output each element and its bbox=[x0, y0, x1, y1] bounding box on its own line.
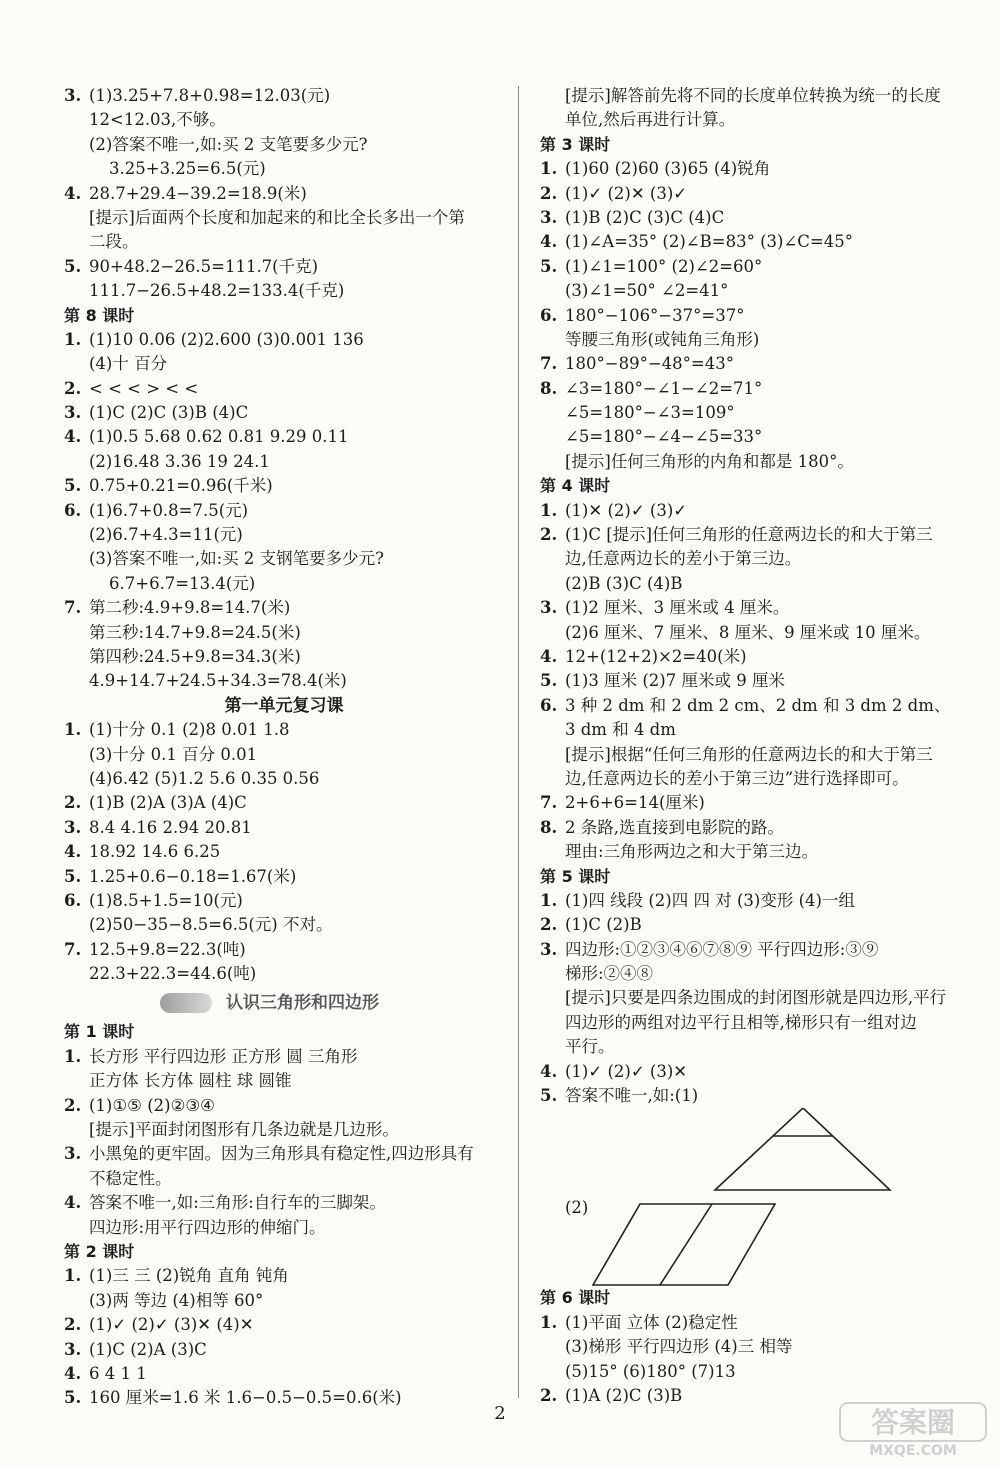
answer-line bbox=[64, 425, 504, 449]
answer-continuation: 梯形:②④⑧ bbox=[565, 964, 654, 984]
answer-text: (1)C (2)C (3)B (4)C bbox=[89, 403, 249, 423]
answer-line bbox=[64, 377, 504, 401]
answer-continuation: ∠5=180°−∠3=109° bbox=[565, 403, 735, 423]
answer-text: 180°−106°−37°=37° bbox=[565, 305, 745, 325]
answer-text: 90+48.2−26.5=111.7(千克) bbox=[89, 256, 319, 276]
answer-text: (1)C [提示]任何三角形的任意两边长的和大于第三 bbox=[565, 525, 933, 545]
answer-text: 答案不唯一,如:三角形:自行车的三脚架。 bbox=[89, 1193, 386, 1213]
unit-banner bbox=[64, 986, 504, 1020]
answer-continuation: 平行。 bbox=[565, 1037, 615, 1057]
answer-continuation: [提示]平面封闭图形有几条边就是几边形。 bbox=[89, 1120, 399, 1140]
answer-line bbox=[540, 1084, 980, 1108]
answer-line bbox=[64, 1142, 504, 1166]
question-number: 3. bbox=[64, 86, 82, 105]
answer-continuation: 单位,然后再进行计算。 bbox=[565, 110, 736, 130]
question-number: 1. bbox=[64, 720, 82, 740]
answer-continuation: 第三秒:14.7+9.8=24.5(米) bbox=[89, 622, 301, 642]
answer-text: (1)✓ (2)✓ (3)✕ bbox=[565, 1061, 688, 1081]
lesson-heading: 第 8 课时 bbox=[64, 305, 135, 325]
answer-line bbox=[64, 182, 504, 206]
question-number: 6. bbox=[64, 890, 82, 910]
answer-text: 小黑兔的更牢固。因为三角形具有稳定性,四边形具有 bbox=[89, 1144, 474, 1164]
answer-text: (1)三 三 (2)锐角 直角 钝角 bbox=[89, 1266, 289, 1286]
question-number: 4. bbox=[64, 1363, 82, 1383]
question-number: 7. bbox=[64, 939, 82, 959]
answer-text: 180°−89°−48°=43° bbox=[565, 354, 734, 374]
answer-continuation: 3 dm 和 4 dm bbox=[565, 720, 676, 740]
question-number: 5. bbox=[64, 476, 82, 496]
page-number: 2 bbox=[494, 1403, 506, 1424]
answer-text: 0.75+0.21=0.96(千米) bbox=[89, 476, 273, 496]
question-number: 1. bbox=[540, 1312, 558, 1332]
answer-text: 第二秒:4.9+9.8=14.7(米) bbox=[89, 598, 291, 618]
lesson-heading: 第 3 课时 bbox=[540, 134, 611, 154]
answer-line bbox=[540, 938, 980, 962]
answer-line bbox=[540, 377, 980, 401]
answer-text: (1)B (2)C (3)C (4)C bbox=[565, 207, 725, 227]
parallelogram-shape bbox=[593, 1204, 775, 1285]
answer-text: 2+6+6=14(厘米) bbox=[565, 793, 705, 813]
answer-text: 12+(12+2)×2=40(米) bbox=[565, 646, 747, 666]
unit-badge-icon bbox=[160, 993, 212, 1013]
question-number: 3. bbox=[540, 939, 558, 959]
answer-continuation: 四边形:用平行四边形的伸缩门。 bbox=[89, 1217, 326, 1237]
answer-continuation: (2)16.48 3.36 19 24.1 bbox=[89, 451, 270, 471]
question-number: 5. bbox=[64, 1388, 82, 1408]
answer-line bbox=[540, 304, 980, 328]
answer-line bbox=[64, 1094, 504, 1118]
answer-continuation: 6.7+6.7=13.4(元) bbox=[109, 573, 256, 593]
answer-continuation: 111.7−26.5+48.2=133.4(千克) bbox=[89, 281, 345, 301]
answer-line bbox=[540, 596, 980, 620]
answer-continuation: (3)两 等边 (4)相等 60° bbox=[89, 1290, 264, 1310]
answer-line bbox=[64, 596, 504, 620]
answer-continuation: [提示]任何三角形的内角和都是 180°。 bbox=[565, 451, 854, 471]
question-number: 1. bbox=[64, 1046, 82, 1066]
question-number: 2. bbox=[64, 1095, 82, 1115]
answer-continuation: 22.3+22.3=44.6(吨) bbox=[89, 964, 257, 984]
right-column bbox=[540, 84, 980, 1408]
answer-line bbox=[540, 1060, 980, 1084]
figure-label: (2) bbox=[565, 1198, 589, 1218]
answer-line bbox=[64, 1191, 504, 1215]
question-number: 8. bbox=[540, 817, 558, 837]
shape-figures-svg bbox=[540, 1108, 980, 1286]
question-number: 3. bbox=[540, 207, 558, 227]
lesson-heading: 第 2 课时 bbox=[64, 1241, 135, 1261]
answer-continuation: 理由:三角形两边之和大于第三边。 bbox=[565, 842, 819, 862]
question-number: 4. bbox=[64, 427, 82, 447]
answer-continuation: (5)15° (6)180° (7)13 bbox=[565, 1361, 736, 1381]
question-number: 1. bbox=[64, 1266, 82, 1286]
answer-text: (1)10 0.06 (2)2.600 (3)0.001 136 bbox=[89, 329, 364, 349]
question-number: 2. bbox=[64, 378, 82, 398]
answer-text: 答案不唯一,如:(1) bbox=[565, 1086, 699, 1106]
answer-text: (1)60 (2)60 (3)65 (4)锐角 bbox=[565, 159, 771, 179]
answer-line bbox=[64, 328, 504, 352]
answer-text: (1)①⑤ (2)②③④ bbox=[89, 1095, 215, 1115]
answer-line bbox=[64, 1045, 504, 1069]
question-number: 4. bbox=[540, 232, 558, 252]
answer-text: 8.4 4.16 2.94 20.81 bbox=[89, 817, 252, 837]
answer-line bbox=[64, 255, 504, 279]
triangle-shape bbox=[715, 1108, 890, 1190]
answer-line bbox=[540, 816, 980, 840]
lesson-heading: 第 5 课时 bbox=[540, 866, 611, 886]
answer-continuation: (3)十分 0.1 百分 0.01 bbox=[89, 744, 258, 764]
question-number: 3. bbox=[64, 1339, 82, 1359]
answer-text: 18.92 14.6 6.25 bbox=[89, 842, 221, 862]
answer-continuation: [提示]只要是四条边围成的封闭图形就是四边形,平行 bbox=[565, 988, 947, 1008]
review-heading: 第一单元复习课 bbox=[224, 695, 344, 716]
answer-continuation: 四边形的两组对边平行且相等,梯形只有一组对边 bbox=[565, 1012, 917, 1032]
answer-continuation: ∠5=180°−∠4−∠5=33° bbox=[565, 427, 763, 447]
answer-continuation: (2)6.7+4.3=11(元) bbox=[89, 525, 243, 545]
answer-continuation: 第四秒:24.5+9.8=34.3(米) bbox=[89, 646, 301, 666]
answer-text: (1)平面 立体 (2)稳定性 bbox=[565, 1312, 738, 1332]
question-number: 1. bbox=[540, 159, 558, 179]
answer-continuation: (3)答案不唯一,如:买 2 支钢笔要多少元? bbox=[89, 549, 385, 569]
answer-line bbox=[64, 1338, 504, 1362]
watermark-logo-icon bbox=[838, 1399, 988, 1459]
question-number: 7. bbox=[540, 354, 558, 374]
answer-text: < < < > < < bbox=[89, 378, 199, 398]
answer-line bbox=[64, 401, 504, 425]
answer-continuation: 二段。 bbox=[89, 232, 139, 252]
question-number: 7. bbox=[64, 598, 82, 618]
question-number: 5. bbox=[64, 866, 82, 886]
answer-line bbox=[540, 230, 980, 254]
answer-text: (1)B (2)A (3)A (4)C bbox=[89, 793, 247, 813]
answer-text: (1)✓ (2)✕ (3)✓ bbox=[565, 183, 688, 203]
answer-continuation: (3)梯形 平行四边形 (4)三 相等 bbox=[565, 1337, 793, 1357]
question-number: 1. bbox=[540, 500, 558, 520]
question-number: 2. bbox=[64, 793, 82, 813]
question-number: 6. bbox=[540, 695, 558, 715]
question-number: 5. bbox=[540, 1086, 558, 1106]
answer-text: (1)✕ (2)✓ (3)✓ bbox=[565, 500, 688, 520]
question-number: 2. bbox=[540, 183, 558, 203]
answer-line bbox=[540, 913, 980, 937]
question-number: 5. bbox=[540, 671, 558, 691]
answer-text: 3 种 2 dm 和 2 dm 2 cm、2 dm 和 3 dm 2 dm、 bbox=[565, 695, 951, 715]
answer-text: (1)3.25+7.8+0.98=12.03(元) bbox=[89, 86, 331, 105]
answer-continuation: 不稳定性。 bbox=[89, 1168, 172, 1188]
answer-continuation: [提示]解答前先将不同的长度单位转换为统一的长度 bbox=[565, 86, 941, 105]
question-number: 4. bbox=[64, 1193, 82, 1213]
answer-line bbox=[540, 182, 980, 206]
answer-text: (1)3 厘米 (2)7 厘米或 9 厘米 bbox=[565, 671, 785, 691]
lesson-heading: 第 4 课时 bbox=[540, 476, 611, 496]
answer-line bbox=[540, 669, 980, 693]
question-number: 3. bbox=[540, 598, 558, 618]
answer-line bbox=[64, 938, 504, 962]
answer-line bbox=[540, 206, 980, 230]
answer-continuation: 12<12.03,不够。 bbox=[89, 110, 226, 130]
answer-continuation: (2)答案不唯一,如:买 2 支笔要多少元? bbox=[89, 134, 368, 154]
question-number: 4. bbox=[540, 1061, 558, 1081]
answer-line bbox=[540, 523, 980, 547]
left-column bbox=[64, 84, 504, 1411]
answer-line bbox=[64, 84, 504, 108]
answer-text: (1)8.5+1.5=10(元) bbox=[89, 890, 243, 910]
answer-text: (1)2 厘米、3 厘米或 4 厘米。 bbox=[565, 598, 790, 618]
question-number: 4. bbox=[64, 842, 82, 862]
parallelogram-divider-line bbox=[660, 1204, 712, 1285]
answer-line bbox=[540, 255, 980, 279]
question-number: 3. bbox=[64, 1144, 82, 1164]
lesson-heading: 第 1 课时 bbox=[64, 1022, 135, 1042]
answer-continuation: [提示]后面两个长度和加起来的和比全长多出一个第 bbox=[89, 207, 465, 227]
answer-text: (1)四 线段 (2)四 四 对 (3)变形 (4)一组 bbox=[565, 890, 855, 910]
answer-line bbox=[64, 865, 504, 889]
answer-line bbox=[540, 645, 980, 669]
answer-figures bbox=[540, 1108, 980, 1286]
question-number: 2. bbox=[540, 1385, 558, 1405]
answer-line bbox=[64, 1264, 504, 1288]
answer-text: (1)∠A=35° (2)∠B=83° (3)∠C=45° bbox=[565, 232, 853, 252]
question-number: 7. bbox=[540, 793, 558, 813]
answer-continuation: (3)∠1=50° ∠2=41° bbox=[565, 281, 729, 301]
answer-continuation: (2)50−35−8.5=6.5(元) 不对。 bbox=[89, 915, 333, 935]
question-number: 1. bbox=[64, 329, 82, 349]
answer-line bbox=[64, 499, 504, 523]
answer-line bbox=[64, 1362, 504, 1386]
question-number: 6. bbox=[64, 500, 82, 520]
answer-text: ∠3=180°−∠1−∠2=71° bbox=[565, 378, 763, 398]
answer-line bbox=[64, 1313, 504, 1337]
answer-continuation: 边,任意两边长的差小于第三边。 bbox=[565, 549, 802, 569]
question-number: 3. bbox=[64, 403, 82, 423]
answer-text: 长方形 平行四边形 正方形 圆 三角形 bbox=[89, 1046, 358, 1066]
answer-text: 四边形:①②③④⑥⑦⑧⑨ 平行四边形:③⑨ bbox=[565, 939, 879, 959]
answer-text: (1)C (2)A (3)C bbox=[89, 1339, 207, 1359]
answer-text: (1)✓ (2)✓ (3)✕ (4)✕ bbox=[89, 1315, 254, 1335]
answer-continuation: 4.9+14.7+24.5+34.3=78.4(米) bbox=[89, 671, 347, 691]
column-divider bbox=[518, 86, 519, 1398]
answer-line bbox=[540, 499, 980, 523]
question-number: 5. bbox=[64, 256, 82, 276]
answer-line bbox=[64, 474, 504, 498]
question-number: 2. bbox=[540, 525, 558, 545]
answer-text: 12.5+9.8=22.3(吨) bbox=[89, 939, 246, 959]
lesson-heading: 第 6 课时 bbox=[540, 1288, 611, 1308]
answer-text: (1)0.5 5.68 0.62 0.81 9.29 0.11 bbox=[89, 427, 349, 447]
answer-continuation: (2)6 厘米、7 厘米、8 厘米、9 厘米或 10 厘米。 bbox=[565, 622, 931, 642]
watermark-text: 答案圈 bbox=[870, 1406, 956, 1439]
answer-line bbox=[64, 816, 504, 840]
answer-line bbox=[64, 889, 504, 913]
answer-text: (1)6.7+0.8=7.5(元) bbox=[89, 500, 249, 520]
question-number: 5. bbox=[540, 256, 558, 276]
question-number: 2. bbox=[540, 915, 558, 935]
answer-continuation: 3.25+3.25=6.5(元) bbox=[109, 159, 266, 179]
answer-text: (1)A (2)C (3)B bbox=[565, 1385, 683, 1405]
unit-title: 认识三角形和四边形 bbox=[226, 993, 379, 1014]
answer-line bbox=[540, 352, 980, 376]
question-number: 8. bbox=[540, 378, 558, 398]
question-number: 1. bbox=[540, 890, 558, 910]
answer-continuation: (4)十 百分 bbox=[89, 354, 168, 374]
question-number: 4. bbox=[540, 646, 558, 666]
answer-text: (1)十分 0.1 (2)8 0.01 1.8 bbox=[89, 720, 290, 740]
answer-text: 1.25+0.6−0.18=1.67(米) bbox=[89, 866, 297, 886]
question-number: 2. bbox=[64, 1315, 82, 1335]
answer-text: (1)C (2)B bbox=[565, 915, 642, 935]
answer-line bbox=[540, 791, 980, 815]
answer-text: 160 厘米=1.6 米 1.6−0.5−0.5=0.6(米) bbox=[89, 1388, 402, 1408]
question-number: 6. bbox=[540, 305, 558, 325]
watermark-subtext: MXQE.COM bbox=[869, 1443, 957, 1459]
answer-continuation: 边,任意两边长的差小于第三边”进行选择即可。 bbox=[565, 768, 909, 788]
question-number: 4. bbox=[64, 183, 82, 203]
question-number: 3. bbox=[64, 817, 82, 837]
answer-line bbox=[64, 791, 504, 815]
answer-text: 6 4 1 1 bbox=[89, 1363, 147, 1383]
answer-line bbox=[540, 1311, 980, 1335]
answer-line bbox=[64, 840, 504, 864]
answer-text: 28.7+29.4−39.2=18.9(米) bbox=[89, 183, 307, 203]
answer-text: (1)∠1=100° (2)∠2=60° bbox=[565, 256, 763, 276]
answer-continuation: (4)6.42 (5)1.2 5.6 0.35 0.56 bbox=[89, 768, 320, 788]
answer-continuation: (2)B (3)C (4)B bbox=[565, 573, 683, 593]
answer-line bbox=[540, 889, 980, 913]
answer-line bbox=[64, 718, 504, 742]
answer-continuation: [提示]根据“任何三角形的任意两边长的和大于第三 bbox=[565, 744, 933, 764]
answer-text: 2 条路,选直接到电影院的路。 bbox=[565, 817, 784, 837]
answer-line bbox=[540, 694, 980, 718]
answer-continuation: 等腰三角形(或钝角三角形) bbox=[565, 329, 760, 349]
answer-continuation: 正方体 长方体 圆柱 球 圆锥 bbox=[89, 1071, 292, 1091]
answer-line bbox=[540, 157, 980, 181]
